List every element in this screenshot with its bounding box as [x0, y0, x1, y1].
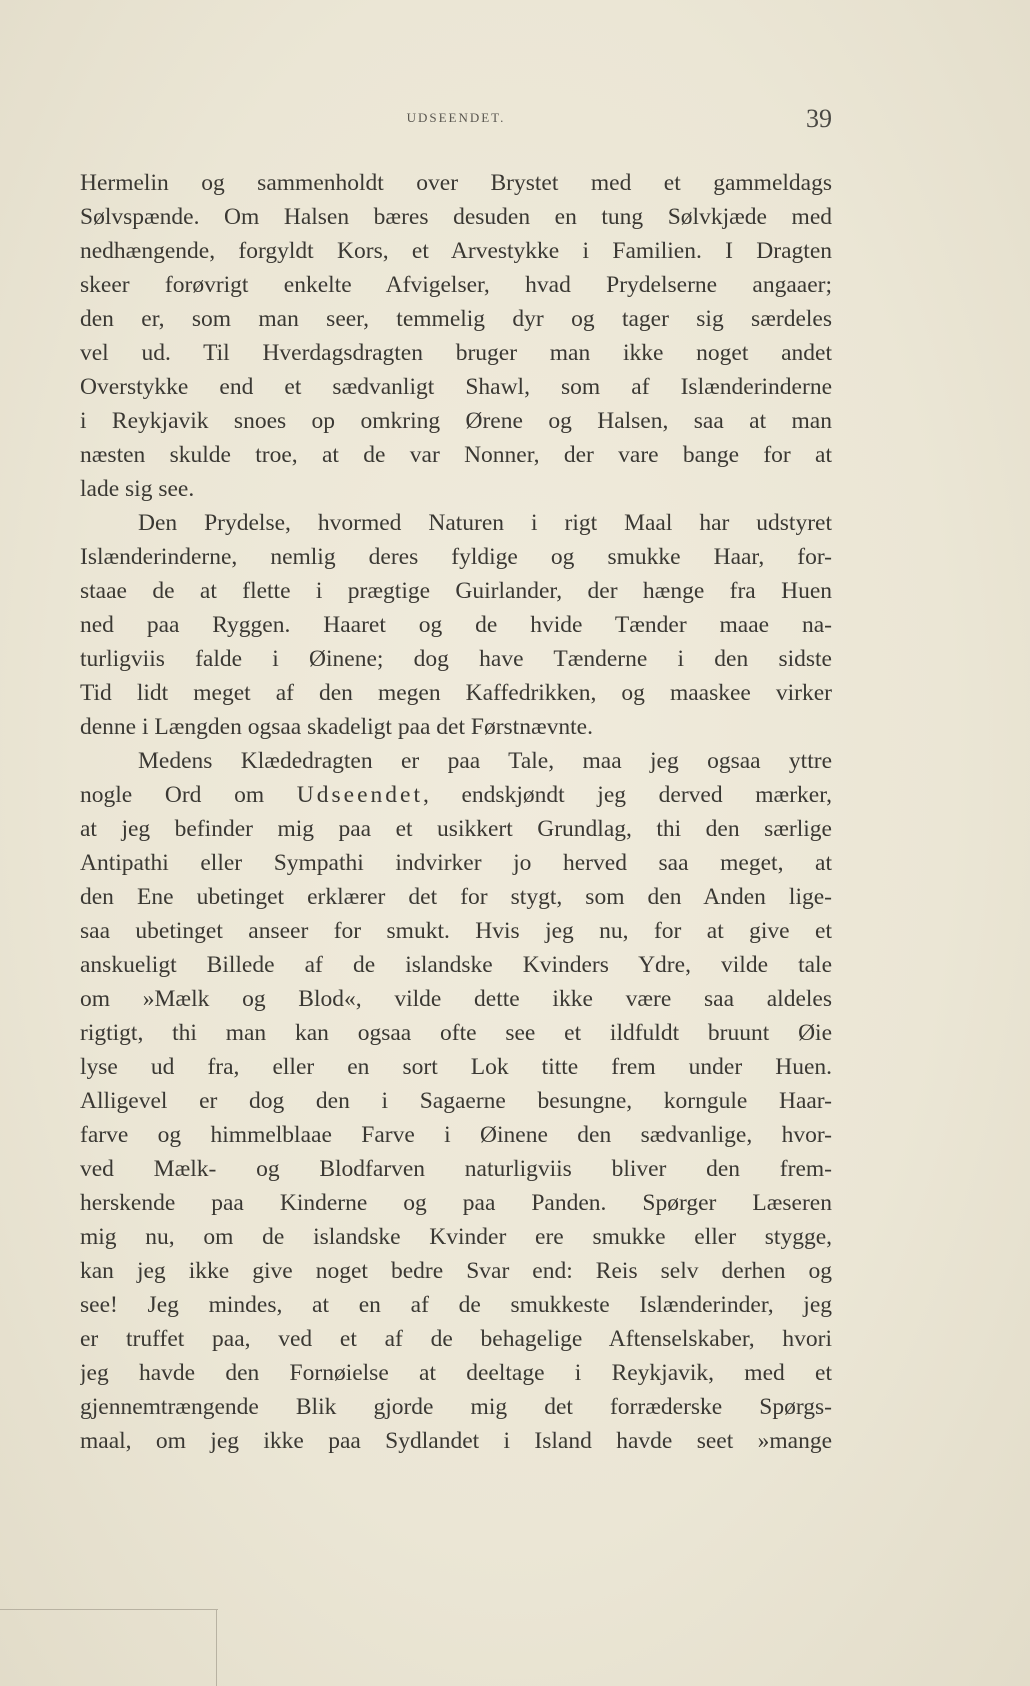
text-line: Overstykke end et sædvanligt Shawl, som af Islænderinderne — [80, 374, 832, 400]
text-line: skeer forøvrigt enkelte Afvigelser, hvad Prydelserne angaaer; — [80, 272, 832, 298]
text-line: Antipathi eller Sympathi indvirker jo herved saa meget, at — [80, 850, 832, 876]
text-line: Sølvspænde. Om Halsen bæres desuden en tung Sølvkjæde med — [80, 204, 832, 230]
emphasized-word: Udseendet — [296, 782, 423, 808]
page-number: 39 — [806, 104, 832, 133]
text-line: Den Prydelse, hvormed Naturen i rigt Maal har udstyret — [138, 510, 832, 536]
body-text — [80, 166, 832, 1458]
text-line: er truffet paa, ved et af de behagelige Aftenselskaber, hvori — [80, 1326, 832, 1352]
text-line: Tid lidt meget af den megen Kaffedrikken, og maaskee virker — [80, 680, 832, 706]
scan-edge-line — [0, 1609, 218, 1610]
paragraph-2 — [80, 506, 832, 744]
text-line: Alligevel er dog den i Sagaerne besungne, korngule Haar- — [80, 1088, 832, 1114]
scan-edge-line — [216, 1609, 217, 1686]
text-line: om »Mælk og Blod«, vilde dette ikke være saa aldeles — [80, 986, 832, 1012]
text-line: nogle Ord om Udseendet, endskjøndt jeg derved mærker, — [80, 782, 832, 808]
text-line: vel ud. Til Hverdagsdragten bruger man ikke noget andet — [80, 340, 832, 366]
text-line: see! Jeg mindes, at en af de smukkeste Islænderinder, jeg — [80, 1292, 832, 1318]
text-line: herskende paa Kinderne og paa Panden. Spørger Læseren — [80, 1190, 832, 1216]
page-header — [80, 104, 832, 136]
running-head: UDSEENDET. — [406, 110, 506, 125]
text-line: denne i Længden ogsaa skadeligt paa det Førstnævnte. — [80, 714, 593, 740]
text-line: Medens Klædedragten er paa Tale, maa jeg ogsaa yttre — [138, 748, 832, 774]
text-line: turligviis falde i Øinene; dog have Tænderne i den sidste — [80, 646, 832, 672]
text-line: maal, om jeg ikke paa Sydlandet i Island havde seet »mange — [80, 1428, 832, 1454]
text-line: farve og himmelblaae Farve i Øinene den sædvanlige, hvor- — [80, 1122, 832, 1148]
text-line: Hermelin og sammenholdt over Brystet med et gammeldags — [80, 170, 832, 196]
text-line: kan jeg ikke give noget bedre Svar end: Reis selv derhen og — [80, 1258, 832, 1284]
text-line: staae de at flette i prægtige Guirlander, der hænge fra Huen — [80, 578, 832, 604]
text-line: den Ene ubetinget erklærer det for stygt, som den Anden lige- — [80, 884, 832, 910]
text-line: i Reykjavik snoes op omkring Ørene og Halsen, saa at man — [80, 408, 832, 434]
text-line: nedhængende, forgyldt Kors, et Arvestykke i Familien. I Dragten — [80, 238, 832, 264]
text-line: gjennemtrængende Blik gjorde mig det forræderske Spørgs- — [80, 1394, 832, 1420]
paragraph-3 — [80, 744, 832, 1458]
text-line: ved Mælk- og Blodfarven naturligviis bliver den frem- — [80, 1156, 832, 1182]
text-line: lade sig see. — [80, 476, 195, 502]
paragraph-1 — [80, 166, 832, 506]
text-line: ned paa Ryggen. Haaret og de hvide Tænder maae na- — [80, 612, 832, 638]
text-line: at jeg befinder mig paa et usikkert Grundlag, thi den særlige — [80, 816, 832, 842]
text-line: anskueligt Billede af de islandske Kvinders Ydre, vilde tale — [80, 952, 832, 978]
text-line: den er, som man seer, temmelig dyr og tager sig særdeles — [80, 306, 832, 332]
text-line: rigtigt, thi man kan ogsaa ofte see et ildfuldt bruunt Øie — [80, 1020, 832, 1046]
text-line: mig nu, om de islandske Kvinder ere smukke eller stygge, — [80, 1224, 832, 1250]
text-line: næsten skulde troe, at de var Nonner, der vare bange for at — [80, 442, 832, 468]
text-line: Islænderinderne, nemlig deres fyldige og smukke Haar, for- — [80, 544, 832, 570]
text-line: lyse ud fra, eller en sort Lok titte frem under Huen. — [80, 1054, 832, 1080]
text-line: jeg havde den Fornøielse at deeltage i Reykjavik, med et — [80, 1360, 832, 1386]
text-line: saa ubetinget anseer for smukt. Hvis jeg nu, for at give et — [80, 918, 832, 944]
